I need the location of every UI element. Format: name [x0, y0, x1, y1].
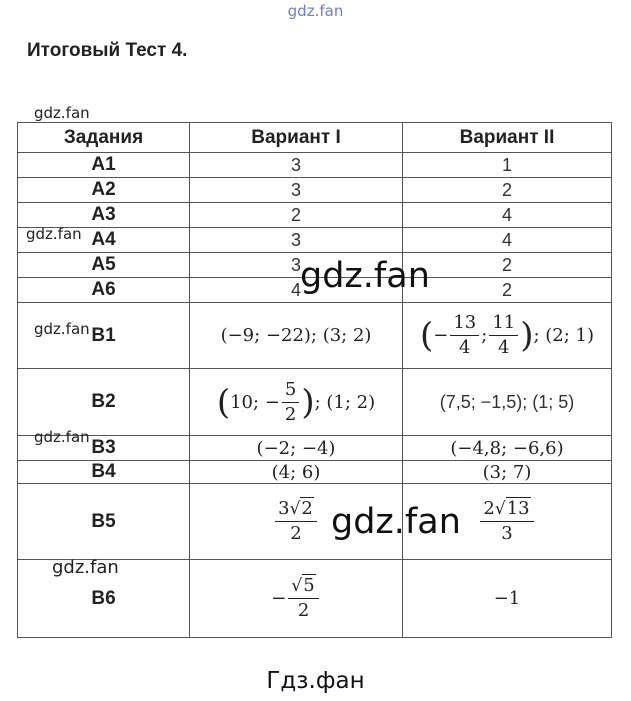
answer-variant-1: (4; 6) [190, 461, 403, 484]
close-paren: ) [301, 382, 315, 422]
table-row [18, 203, 612, 228]
answer-variant-2: 4 [403, 203, 612, 228]
answer-variant-2: 2 [403, 253, 612, 278]
fraction [275, 499, 317, 544]
denominator: 2 [297, 600, 310, 621]
answer-variant-1: (−9; −22); (3; 2) [190, 303, 403, 369]
separator: ; [481, 325, 488, 346]
task-cell: B5 [18, 484, 190, 560]
column-header-variant-1: Вариант I [190, 123, 403, 153]
radicand: 2 [301, 498, 313, 520]
table-header-row [18, 123, 612, 153]
numerator: 5 [282, 380, 299, 403]
answer-lead: 10; − [230, 391, 280, 413]
table-row [18, 369, 612, 436]
task-cell: B1 [18, 303, 190, 369]
task-cell: A4 [18, 228, 190, 253]
column-header-tasks: Задания [18, 123, 190, 153]
denominator: 4 [459, 337, 471, 358]
sqrt-symbol: √ [289, 499, 301, 520]
answer-variant-1: (−2; −4) [190, 436, 403, 461]
watermark-bottom: Гдз.фан [266, 668, 365, 694]
task-cell: B2 [18, 369, 190, 436]
numerator [480, 499, 533, 522]
task-cell: B3 [18, 436, 190, 461]
fraction [450, 313, 479, 358]
answer-variant-2: (−4,8; −6,6) [403, 436, 612, 461]
fraction [489, 313, 518, 358]
answer-tail: ; (2; 1) [533, 325, 595, 346]
watermark-top: gdz.fan [287, 2, 344, 20]
watermark-large: gdz.fan [331, 502, 461, 542]
answer-variant-2: (7,5; −1,5); (1; 5) [403, 369, 612, 436]
answer-variant-1: 3 [190, 178, 403, 203]
minus-sign: − [433, 325, 449, 346]
column-header-variant-2: Вариант II [403, 123, 612, 153]
answer-variant-2: −1 [403, 560, 612, 638]
task-cell: B4 [18, 461, 190, 484]
fraction [288, 576, 318, 621]
sqrt-symbol: √ [291, 576, 303, 597]
watermark: gdz.fan [34, 320, 90, 338]
answer-variant-2: 4 [403, 228, 612, 253]
watermark: gdz.fan [26, 225, 82, 243]
denominator: 2 [284, 403, 297, 425]
task-cell: A3 [18, 203, 190, 228]
minus-sign: − [271, 588, 287, 609]
table-row [18, 153, 612, 178]
close-paren: ) [520, 315, 534, 356]
watermark-large: gdz.fan [300, 256, 430, 296]
radicand: 13 [506, 498, 530, 520]
answer-variant-2: 2 [403, 278, 612, 303]
answer-tail: ; (1; 2) [314, 391, 376, 413]
fraction [480, 499, 533, 544]
table-row [18, 436, 612, 461]
task-cell: A6 [18, 278, 190, 303]
table-row [18, 228, 612, 253]
denominator: 3 [501, 523, 513, 544]
table-row [18, 461, 612, 484]
radicand: 5 [303, 575, 315, 597]
answer-variant-2: (3; 7) [403, 461, 612, 484]
table-row [18, 178, 612, 203]
page-title: Итоговый Тест 4. [27, 40, 188, 61]
task-cell: A5 [18, 253, 190, 278]
task-cell: A2 [18, 178, 190, 203]
sqrt-symbol: √ [494, 499, 506, 520]
answer-variant-2: 2 [403, 178, 612, 203]
open-paren: ( [419, 315, 434, 356]
answer-variant-1 [190, 369, 403, 436]
denominator: 4 [498, 337, 510, 358]
watermark: gdz.fan [34, 428, 90, 446]
answer-variant-1: 3 [190, 153, 403, 178]
answer-variant-2: 1 [403, 153, 612, 178]
numerator: 13 [450, 313, 479, 336]
numerator [275, 499, 317, 522]
watermark: gdz.fan [52, 557, 119, 578]
answer-variant-2 [403, 303, 612, 369]
answer-variant-1: 3 [190, 253, 403, 278]
answer-variant-1: 3 [190, 228, 403, 253]
task-cell: B6 [18, 560, 190, 638]
numerator: 11 [489, 313, 518, 336]
fraction [282, 380, 299, 425]
watermark: gdz.fan [34, 104, 90, 122]
denominator: 2 [290, 523, 302, 544]
coefficient: 3 [278, 498, 290, 520]
open-paren: ( [216, 382, 231, 422]
numerator [288, 576, 318, 599]
coefficient: 2 [483, 498, 495, 520]
table-row [18, 303, 612, 369]
table-row [18, 484, 612, 560]
answer-variant-1: 2 [190, 203, 403, 228]
answer-variant-1 [190, 560, 403, 638]
answer-variant-1: 4 [190, 278, 403, 303]
task-cell: A1 [18, 153, 190, 178]
